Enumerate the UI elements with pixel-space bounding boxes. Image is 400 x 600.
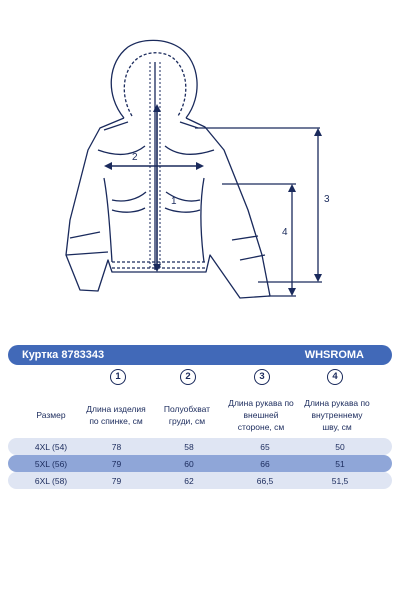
measure-1-label: 1 — [171, 196, 177, 207]
size-row — [8, 472, 392, 489]
measure-2-label: 2 — [132, 152, 138, 163]
product-header-bar — [8, 345, 392, 365]
chest-cell: 62 — [184, 475, 194, 486]
column-header-size: Размер — [36, 410, 66, 420]
column-header-inner-sleeve: Длина рукава по внутреннему шву, см — [304, 398, 370, 432]
inner-sleeve-cell: 51 — [335, 458, 345, 469]
column-number-1: 1 — [110, 369, 126, 385]
measure-4-label: 4 — [282, 227, 288, 238]
outer-sleeve-cell: 65 — [260, 441, 270, 452]
product-title: Куртка 8783343 — [22, 349, 105, 361]
chest-cell: 60 — [184, 458, 194, 469]
column-number-2: 2 — [180, 369, 196, 385]
back-length-cell: 79 — [111, 475, 122, 486]
size-cell: 6XL (58) — [34, 475, 68, 486]
left-cuff — [66, 232, 108, 255]
size-row — [8, 455, 392, 472]
column-header-back-length: Длина изделия по спинке, см — [86, 404, 146, 426]
measure-3-arrow — [195, 128, 322, 282]
outer-sleeve-cell: 66,5 — [256, 475, 274, 486]
column-header-chest: Полуобхват груди, см — [163, 404, 211, 426]
jacket-body-outline — [66, 118, 270, 298]
column-header-outer-sleeve: Длина рукава по внешней стороне, см — [228, 398, 294, 432]
side-seam-left — [104, 178, 112, 262]
brand-name: WHSROMA — [304, 349, 364, 361]
inner-sleeve-cell: 50 — [335, 441, 345, 452]
column-number-4: 4 — [327, 369, 343, 385]
side-seam-right — [201, 178, 204, 262]
column-number-3: 3 — [254, 369, 270, 385]
size-row — [8, 438, 392, 455]
chest-cell: 58 — [184, 441, 194, 452]
measure-3-label: 3 — [324, 194, 330, 205]
back-length-cell: 78 — [111, 441, 122, 452]
hood-outline — [111, 40, 197, 118]
inner-sleeve-cell: 51,5 — [331, 475, 349, 486]
size-cell: 4XL (54) — [34, 441, 68, 452]
back-length-cell: 79 — [111, 458, 122, 469]
measure-2-arrow — [104, 162, 204, 170]
outer-sleeve-cell: 66 — [260, 458, 270, 469]
size-cell: 5XL (56) — [34, 458, 68, 469]
